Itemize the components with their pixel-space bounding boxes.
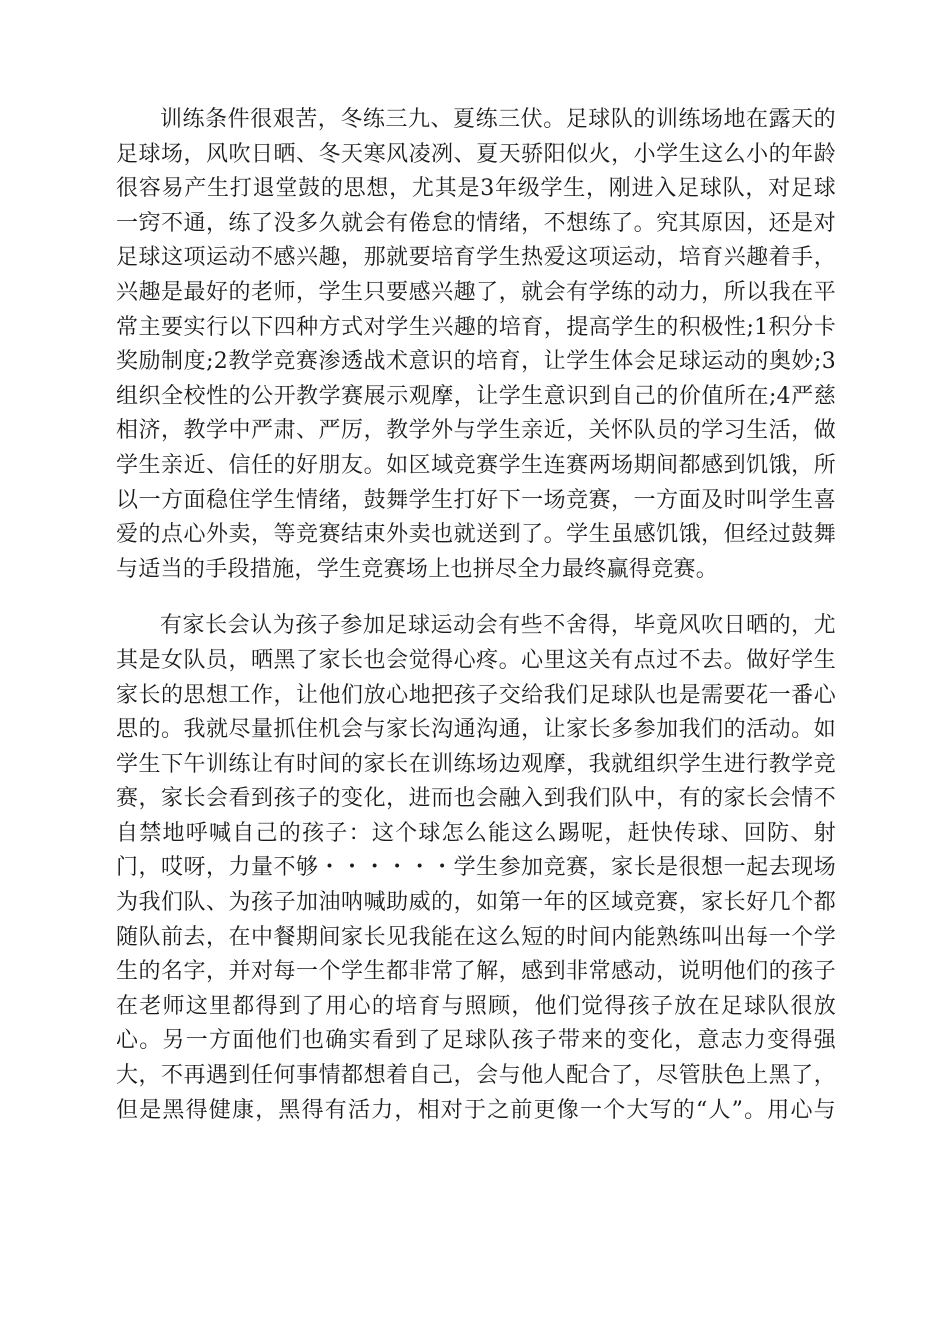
- paragraph-line: 很容易产生打退堂鼓的思想，尤其是3年级学生，刚进入足球队，对足球: [116, 176, 836, 202]
- paragraph-line: 在老师这里都得到了用心的培育与照顾，他们觉得孩子放在足球队很放: [116, 993, 836, 1019]
- paragraph-1: [116, 103, 836, 587]
- paragraph-line: 奖励制度;2教学竞赛渗透战术意识的培育，让学生体会足球运动的奥妙;3: [116, 349, 836, 375]
- paragraph-line: 一窍不通，练了没多久就会有倦怠的情绪，不想练了。究其原因，还是对: [116, 210, 836, 236]
- paragraph-line: 有家长会认为孩子参加足球运动会有些不舍得，毕竟风吹日晒的，尤: [160, 613, 836, 639]
- paragraph-line: 爱的点心外卖，等竞赛结束外卖也就送到了。学生虽感饥饿，但经过鼓舞: [116, 522, 836, 548]
- paragraph-line: 相济，教学中严肃、严厉，教学外与学生亲近，关怀队员的学习生活，做: [116, 418, 836, 444]
- paragraph-line: 与适当的手段措施，学生竞赛场上也拼尽全力最终赢得竞赛。: [116, 556, 719, 582]
- paragraph-line: 自禁地呼喊自己的孩子：这个球怎么能这么踢呢，赶快传球、回防、射: [116, 820, 836, 846]
- paragraph-line: 常主要实行以下四种方式对学生兴趣的培育，提高学生的积极性;1积分卡: [116, 314, 836, 340]
- paragraph-line: 兴趣是最好的老师，学生只要感兴趣了，就会有学练的动力，所以我在平: [116, 279, 836, 305]
- paragraph-line: 思的。我就尽量抓住机会与家长沟通沟通，让家长多参加我们的活动。如: [116, 717, 836, 743]
- document-page: [116, 103, 836, 1128]
- paragraph-line: 随队前去，在中餐期间家长见我能在这么短的时间内能熟练叫出每一个学: [116, 924, 836, 950]
- paragraph-line: 大，不再遇到任何事情都想着自己，会与他人配合了，尽管肤色上黑了，: [116, 1063, 836, 1089]
- paragraph-line: 训练条件很艰苦，冬练三九、夏练三伏。足球队的训练场地在露天的: [160, 107, 836, 132]
- paragraph-line: 足球场，风吹日晒、冬天寒风凌冽、夏天骄阳似火，小学生这么小的年龄: [116, 141, 836, 167]
- paragraph-line: 生的名字，并对每一个学生都非常了解，感到非常感动，说明他们的孩子: [116, 959, 836, 985]
- paragraph-line: 以一方面稳住学生情绪，鼓舞学生打好下一场竞赛，一方面及时叫学生喜: [116, 487, 836, 513]
- paragraph-2: [116, 609, 836, 1128]
- paragraph-line: 赛，家长会看到孩子的变化，进而也会融入到我们队中，有的家长会情不: [116, 786, 836, 812]
- paragraph-line: 但是黑得健康，黑得有活力，相对于之前更像一个大写的“人”。用心与: [116, 1097, 836, 1123]
- paragraph-line: 学生亲近、信任的好朋友。如区域竞赛学生连赛两场期间都感到饥饿，所: [116, 452, 836, 478]
- paragraph-line: 学生下午训练让有时间的家长在训练场边观摩，我就组织学生进行教学竞: [116, 751, 836, 777]
- paragraph-line: 足球这项运动不感兴趣，那就要培育学生热爱这项运动，培育兴趣着手，: [116, 245, 836, 271]
- paragraph-line: 门，哎呀，力量不够・・・・・・学生参加竞赛，家长是很想一起去现场: [116, 855, 836, 881]
- paragraph-line: 为我们队、为孩子加油呐喊助威的，如第一年的区域竞赛，家长好几个都: [116, 890, 836, 916]
- paragraph-line: 心。另一方面他们也确实看到了足球队孩子带来的变化，意志力变得强: [116, 1028, 836, 1054]
- paragraph-line: 家长的思想工作，让他们放心地把孩子交给我们足球队也是需要花一番心: [116, 682, 836, 708]
- paragraph-line: 组织全校性的公开教学赛展示观摩，让学生意识到自己的价值所在;4严慈: [116, 383, 836, 409]
- paragraph-line: 其是女队员，晒黑了家长也会觉得心疼。心里这关有点过不去。做好学生: [116, 647, 836, 673]
